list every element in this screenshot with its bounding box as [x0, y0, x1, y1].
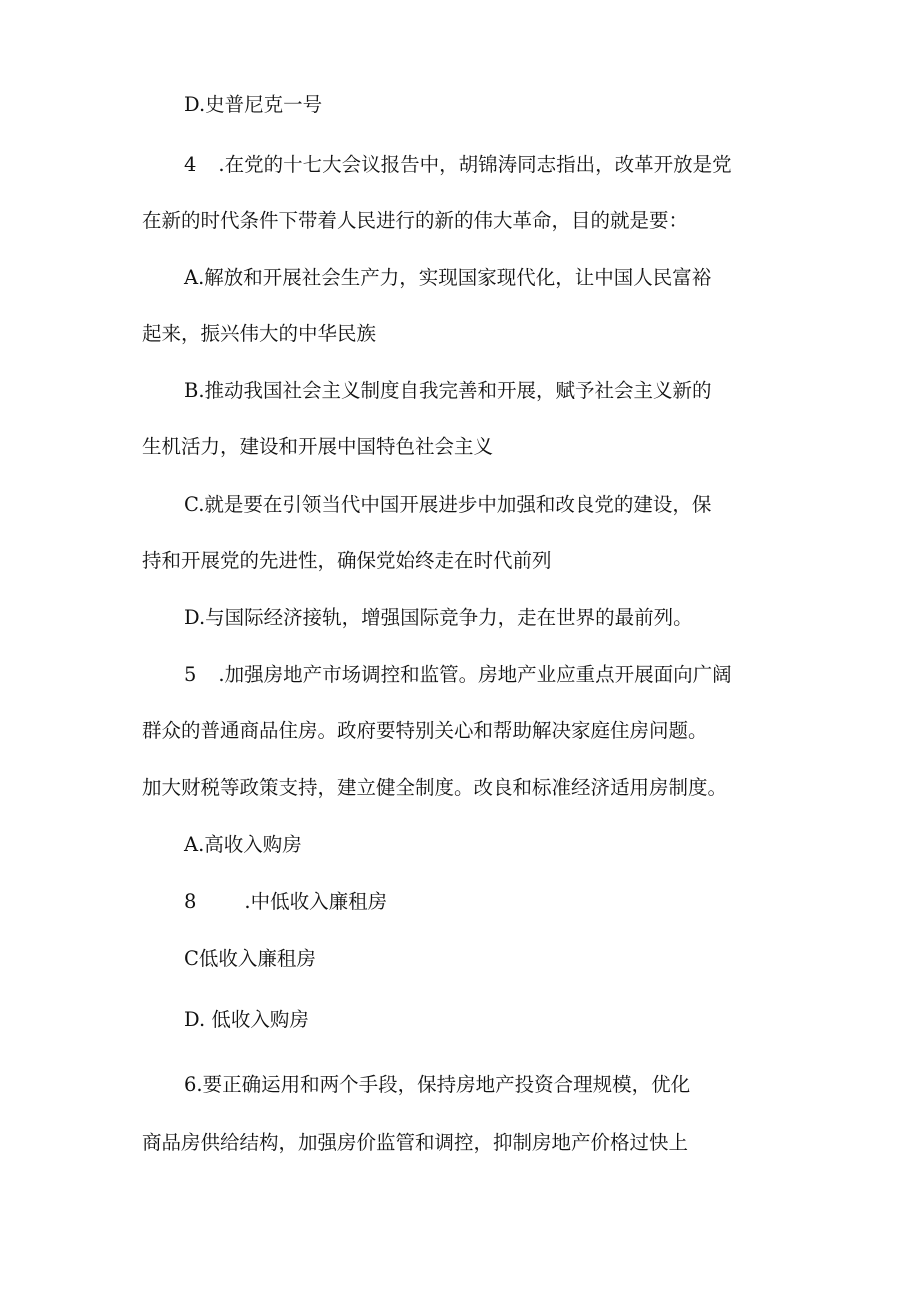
question-text: .加强房地产市场调控和监管。房地产业应重点开展面向广阔: [218, 663, 732, 686]
question-text: .在党的十七大会议报告中，胡锦涛同志指出，改革开放是党: [218, 153, 732, 176]
option-c-q4: C.就是要在引领当代中国开展进步中加强和改良党的建设，保: [184, 493, 712, 516]
question-4-continued: 在新的时代条件下带着人民进行的新的伟大革命，目的就是要：: [142, 209, 689, 232]
option-d-q5: D. 低收入购房: [184, 1008, 309, 1031]
question-6-continued: 商品房供给结构，加强房价监管和调控，抑制房地产价格过快上: [142, 1131, 689, 1154]
option-a-q5: A.高收入购房: [184, 833, 302, 856]
option-d-q4: D.与国际经济接轨，增强国际竞争力，走在世界的最前列。: [184, 606, 693, 629]
option-c-q5: C低收入廉租房: [184, 947, 316, 970]
option-b-q4: B.推动我国社会主义制度自我完善和开展，赋予社会主义新的: [184, 379, 712, 402]
option-a-q4: A.解放和开展社会生产力，实现国家现代化，让中国人民富裕: [184, 266, 712, 289]
option-c-q4-continued: 持和开展党的先进性，确保党始终走在时代前列: [142, 549, 552, 572]
option-text: .中低收入廉租房: [244, 890, 388, 913]
question-5-continued-2: 加大财税等政策支持，建立健全制度。改良和标准经济适用房制度。: [142, 776, 728, 799]
question-6: 6.要正确运用和两个手段，保持房地产投资合理规模，优化: [184, 1073, 691, 1096]
option-a-q4-continued: 起来，振兴伟大的中华民族: [142, 322, 377, 345]
question-5-continued-1: 群众的普通商品住房。政府要特别关心和帮助解决家庭住房问题。: [142, 719, 708, 742]
question-4: [184, 152, 732, 178]
option-label: 8: [184, 890, 197, 913]
question-number: 5: [184, 663, 197, 686]
question-number: 4: [184, 153, 197, 176]
option-d-q3: D.史普尼克一号: [184, 93, 323, 116]
option-b-q5: [184, 889, 387, 915]
question-5: [184, 662, 732, 688]
option-b-q4-continued: 生机活力，建设和开展中国特色社会主义: [142, 435, 494, 458]
